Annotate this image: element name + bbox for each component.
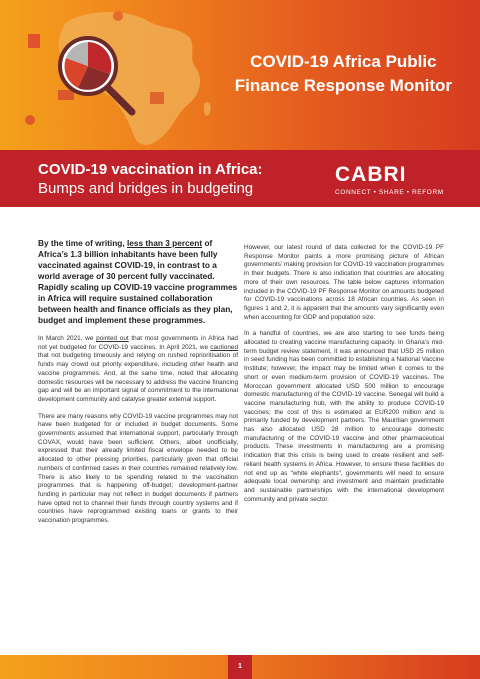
body-paragraph-1 xyxy=(38,335,238,405)
body-paragraph-3: However, our latest round of data collected for the COVID-19 PF Response Monitor paints a more promising picture of African governments’ making provision for COVID-19 vaccination programmes in their budgets. There is also indication that countries are allocating more of their own resources. The table below captures information included in the COVID-19 PF Response Monitor on amounts budgeted for COVID-19 vaccinations across 18 African countries. As seen in figures 1 and 2, it is apparent that the amounts vary significantly even when accounting for GDP and population size. xyxy=(244,244,444,321)
article-title-line1: COVID-19 vaccination in Africa: xyxy=(38,161,263,178)
publication-title xyxy=(235,50,452,98)
body-paragraph-2: There are many reasons why COVID-19 vaccine programmes may not have been budgeted for or included in budget documents. Some governments assumed that international support, particularly through COVAX, would have been sufficient. Others, albeit unofficially, expressed that their already limited fiscal envelope needed to be allocated to other pressing priorities, particularly given that official numbers of confirmed cases in their countries remained relatively low. There is also likely to be spending related to the vaccination programmes that is happening off-budget; development-partner funding in particular may not reflect in budget documents if partners have opted not to channel their funds through country systems and if countries have reprogrammed existing loans or grants to their vaccination programmes. xyxy=(38,412,238,525)
lead-text-a: By the time of writing, xyxy=(38,238,127,248)
lead-text-b: of Africa’s 1.3 billion inhabitants have been fully vaccinated against COVID-19, in contrast to a world average of 30 percent fully vaccinated. Rapidly scaling up COVID-19 vaccine programmes in Africa will require sustained collaboration between health and finance officials as they plan, budget and implement these programmes. xyxy=(38,238,238,325)
money-icon xyxy=(58,90,74,100)
cabri-logo xyxy=(335,164,445,196)
people-icon xyxy=(25,115,35,125)
document-icon xyxy=(28,34,40,48)
right-column xyxy=(244,244,444,512)
publication-title-line2: Finance Response Monitor xyxy=(234,76,452,95)
coin-icon xyxy=(113,11,123,21)
article-title-line2: Bumps and bridges in budgeting xyxy=(38,180,254,197)
link-pointed-out[interactable]: pointed out xyxy=(96,335,129,342)
publication-title-line1: COVID-19 Africa Public xyxy=(250,52,437,71)
chart-icon xyxy=(150,92,164,104)
page-number: 1 xyxy=(228,655,252,679)
hero-banner xyxy=(0,0,480,150)
p1-text-c: that not budgeting timeously and relying on rushed reprioritisation of funds may crowd out priority expenditure, including other health and vaccine programmes. And, at the same time, noted that allocating domestic resources will be necessary to address the vaccine financing gap and will be an important signal of commitment to the international development community and catalyse greater external support. xyxy=(38,352,238,403)
body-paragraph-4: In a handful of countries, we are also starting to see funds being allocated to creating vaccine manufacturing capacity. In Ghana’s mid-term budget review statement, it was announced that USD 25 million in seed funding has been committed to establishing a National Vaccine Institute; however, the impact may be limited when it comes to the short or even medium-term provision of COVID-19 vaccines. The Moroccan government allocated USD 500 million to encourage domestic manufacturing of the COVID-19 vaccine. Senegal will build a vaccine manufacturing hub, with the ability to produce COVID-19 vaccines; the cost of this is estimated at EUR200 million and is primarily funded by development partners. The Mauritian government has also allocated USD 28 million to encourage domestic manufacturing of the COVID-19 vaccine and other pharmaceutical products. These investments in manufacturing are a promising indication that this crisis is being used to create resilient and self-reliant health systems in Africa. However, to ensure these facilities do not end up as “white elephants”, governments will need to ensure adequate local ownership and investment and maintain predictable and sustainable partnerships with the international development community and private sector. xyxy=(244,330,444,503)
link-less-than-3-percent[interactable]: less than 3 percent xyxy=(126,238,203,248)
left-column xyxy=(38,238,238,534)
logo-tagline: CONNECT • SHARE • REFORM xyxy=(335,189,444,196)
logo-wordmark: CABRI xyxy=(335,163,407,186)
p1-text-a: In March 2021, we xyxy=(38,335,97,342)
p1-text-b: that most governments in Africa had not yet budgeted for COVID-19 vaccines. In April 2021, we xyxy=(38,335,238,351)
article-title xyxy=(38,160,263,198)
lead-paragraph xyxy=(38,238,238,326)
link-cautioned[interactable]: cautioned xyxy=(210,343,238,351)
